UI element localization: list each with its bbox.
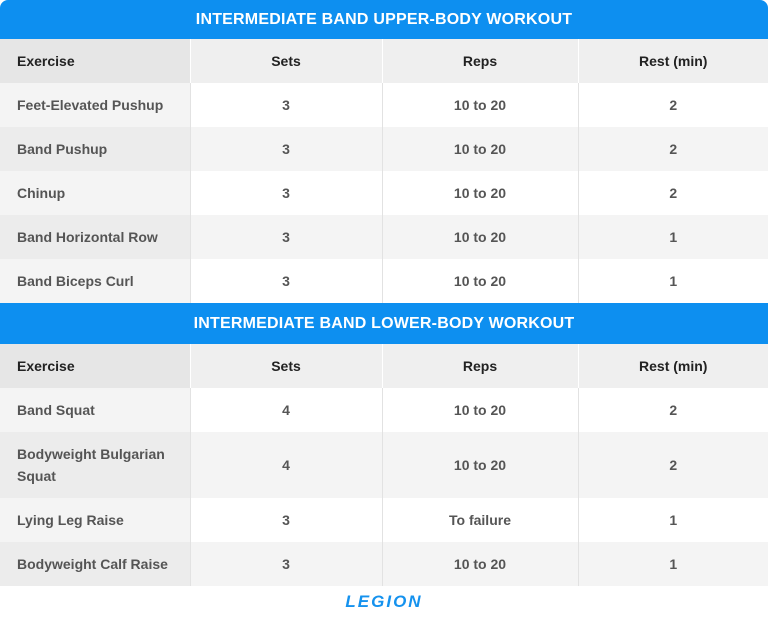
table-row <box>0 498 768 542</box>
exercise-cell: Lying Leg Raise <box>0 498 190 542</box>
header-exercise: Exercise <box>0 344 190 388</box>
table-row <box>0 388 768 432</box>
table-row <box>0 83 768 127</box>
reps-cell: To failure <box>382 498 578 542</box>
exercise-cell: Chinup <box>0 171 190 215</box>
reps-cell: 10 to 20 <box>382 83 578 127</box>
table-header-row <box>0 344 768 388</box>
upper-body-title: INTERMEDIATE BAND UPPER-BODY WORKOUT <box>0 0 768 39</box>
header-reps: Reps <box>382 344 578 388</box>
exercise-cell: Band Squat <box>0 388 190 432</box>
reps-cell: 10 to 20 <box>382 171 578 215</box>
sets-cell: 3 <box>190 542 382 586</box>
table-row <box>0 542 768 586</box>
rest-cell: 2 <box>578 388 768 432</box>
lower-body-title: INTERMEDIATE BAND LOWER-BODY WORKOUT <box>0 303 768 344</box>
header-sets: Sets <box>190 344 382 388</box>
table-row <box>0 215 768 259</box>
sets-cell: 4 <box>190 432 382 498</box>
header-rest: Rest (min) <box>578 344 768 388</box>
reps-cell: 10 to 20 <box>382 127 578 171</box>
rest-cell: 2 <box>578 127 768 171</box>
sets-cell: 3 <box>190 215 382 259</box>
upper-body-table <box>0 39 768 303</box>
header-sets: Sets <box>190 39 382 83</box>
exercise-cell: Bodyweight Bulgarian Squat <box>0 432 190 498</box>
table-row <box>0 259 768 303</box>
rest-cell: 2 <box>578 83 768 127</box>
header-rest: Rest (min) <box>578 39 768 83</box>
table-row <box>0 432 768 498</box>
sets-cell: 4 <box>190 388 382 432</box>
sets-cell: 3 <box>190 171 382 215</box>
rest-cell: 1 <box>578 215 768 259</box>
reps-cell: 10 to 20 <box>382 388 578 432</box>
exercise-cell: Bodyweight Calf Raise <box>0 542 190 586</box>
reps-cell: 10 to 20 <box>382 215 578 259</box>
header-exercise: Exercise <box>0 39 190 83</box>
sets-cell: 3 <box>190 83 382 127</box>
sets-cell: 3 <box>190 259 382 303</box>
reps-cell: 10 to 20 <box>382 432 578 498</box>
reps-cell: 10 to 20 <box>382 542 578 586</box>
exercise-cell: Band Biceps Curl <box>0 259 190 303</box>
legion-logo: LEGION <box>345 592 423 611</box>
table-header-row <box>0 39 768 83</box>
rest-cell: 1 <box>578 498 768 542</box>
rest-cell: 2 <box>578 432 768 498</box>
exercise-cell: Band Horizontal Row <box>0 215 190 259</box>
header-reps: Reps <box>382 39 578 83</box>
lower-body-table <box>0 344 768 586</box>
reps-cell: 10 to 20 <box>382 259 578 303</box>
table-row <box>0 127 768 171</box>
sets-cell: 3 <box>190 127 382 171</box>
exercise-cell: Band Pushup <box>0 127 190 171</box>
rest-cell: 2 <box>578 171 768 215</box>
rest-cell: 1 <box>578 259 768 303</box>
table-row <box>0 171 768 215</box>
rest-cell: 1 <box>578 542 768 586</box>
sets-cell: 3 <box>190 498 382 542</box>
exercise-cell: Feet-Elevated Pushup <box>0 83 190 127</box>
